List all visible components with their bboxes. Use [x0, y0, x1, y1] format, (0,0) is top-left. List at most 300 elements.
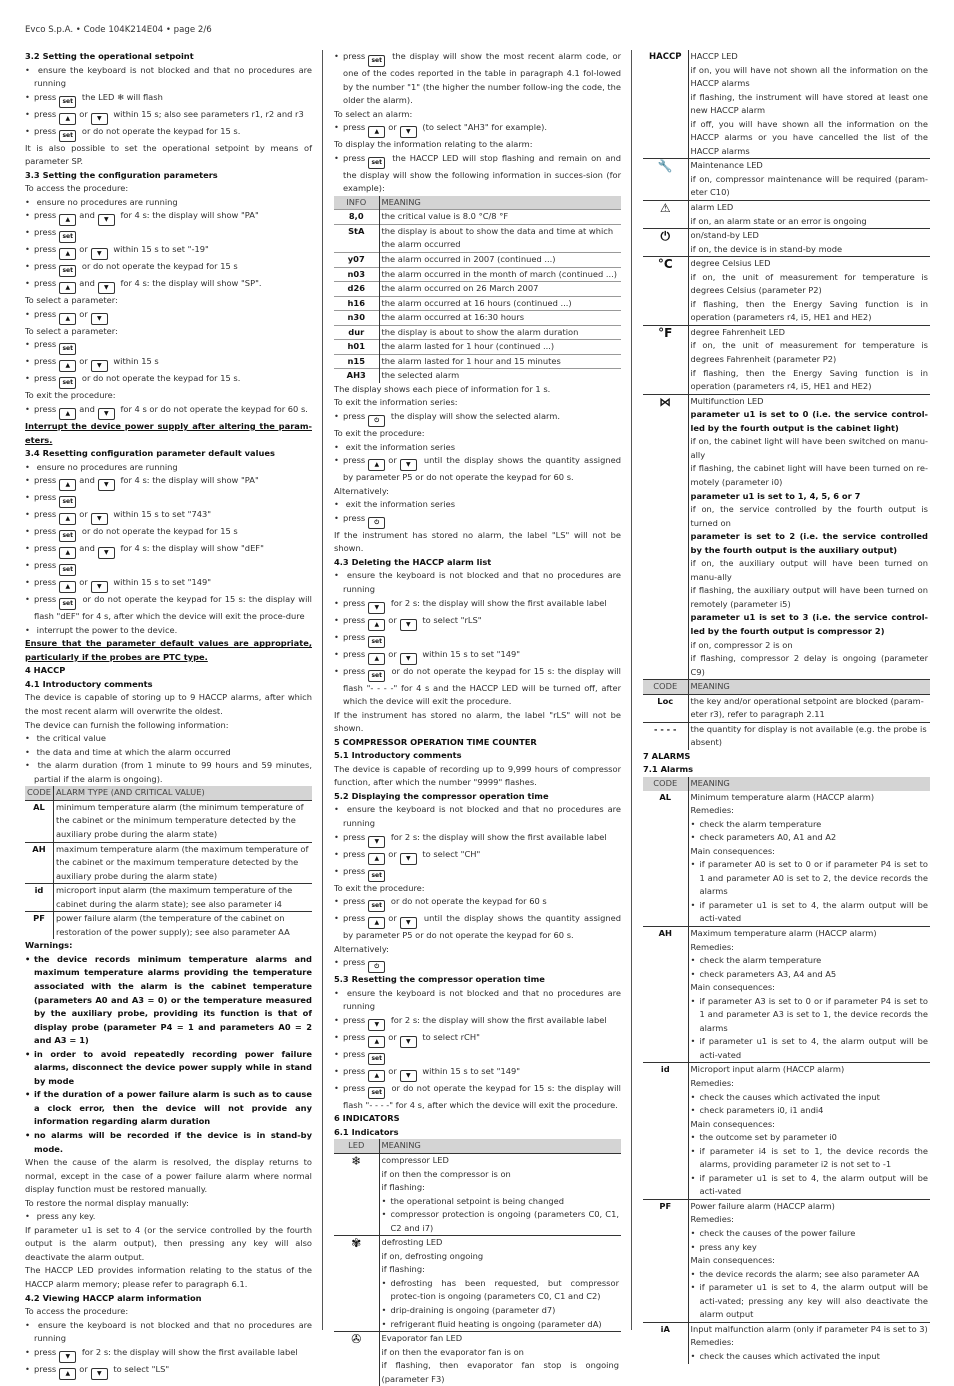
instruction-text: until the display shows the quantity assigned by parameter P5 or do not operate the keypad for 60 s.: [343, 455, 621, 483]
table-row: [334, 1153, 621, 1235]
set-key[interactable]: set: [368, 1053, 385, 1065]
press-label: press: [343, 957, 366, 968]
section-heading: 5.3 Resetting the compressor operation time: [334, 974, 545, 985]
code-cell: AH3: [334, 369, 379, 383]
icon-cell: [334, 1332, 379, 1386]
code-cell: Loc: [643, 694, 688, 722]
down-key[interactable]: ▼: [91, 513, 108, 525]
section-heading: 3.3 Setting the configuration parameters: [25, 169, 218, 180]
instruction-text: press any key.: [34, 1211, 96, 1222]
table-header-row: [334, 196, 621, 210]
stby-key[interactable]: ⏻: [368, 517, 385, 529]
press-label: press: [34, 108, 57, 119]
down-key[interactable]: ▼: [98, 547, 115, 559]
bullet-item: • the outcome set by parameter i0: [691, 1131, 929, 1145]
paragraph: if flashing, the auxiliary output will have been turned on remotely (parameter i5): [690, 585, 928, 609]
up-key[interactable]: ▲: [368, 619, 385, 631]
table-row: [334, 340, 621, 355]
instruction-text: ensure no procedures are running: [34, 196, 178, 207]
meaning-cell: [688, 1199, 930, 1322]
paragraph: if flashing, the cabinet light will have been turned on re-motely (parameter i0): [690, 463, 928, 487]
down-key[interactable]: ▼: [400, 1036, 417, 1048]
paragraph: If parameter u1 is set to 4 (or the service controlled by the fourth output is the alarm output), then pressing any key will also deactivate the alarm output.: [25, 1224, 312, 1262]
paragraph: if flashing, then the Energy Saving function is in operation (parameters r4, i5, HE1 and HE2): [690, 298, 928, 323]
instruction-text: within 15 s; also see parameters r1, r2 and r3: [110, 108, 304, 119]
standby-icon: ⏻: [660, 229, 670, 244]
up-key[interactable]: ▲: [59, 581, 76, 593]
set-key[interactable]: set: [59, 265, 76, 277]
down-key[interactable]: ▼: [368, 1019, 385, 1031]
table-row: [25, 884, 312, 912]
table-row: [643, 159, 930, 201]
up-key[interactable]: ▲: [368, 1070, 385, 1082]
press-label: press: [343, 512, 366, 523]
bullet-item: • if parameter i4 is set to 1, the device records the alarms, providing parameter i2 is not set to -1: [691, 1145, 929, 1172]
warning-item: • if the duration of a power failure alarm is such as to cause a clock error, then the device will not provide any information regarding alarm duration: [25, 1088, 312, 1129]
connector-text: or: [388, 913, 397, 924]
table-row: [334, 354, 621, 369]
paragraph: if on, compressor maintenance will be required (param-eter C10): [690, 173, 928, 198]
press-label: press: [34, 244, 57, 255]
table-row: [643, 1199, 930, 1322]
press-label: press: [343, 665, 366, 676]
bullet-item: [25, 91, 312, 108]
set-key[interactable]: set: [59, 377, 76, 389]
set-key[interactable]: set: [368, 55, 385, 67]
bullet-item: [25, 732, 312, 746]
set-key[interactable]: set: [59, 130, 76, 142]
section-heading: 3.4 Resetting configuration parameter default values: [25, 448, 275, 459]
stby-key[interactable]: ⏻: [368, 961, 385, 973]
bullet-item: [334, 1014, 621, 1031]
table-row: [643, 325, 930, 394]
instruction-text: for 2 s: the display will show the first available label: [388, 597, 607, 608]
set-key[interactable]: set: [368, 1087, 385, 1099]
paragraph: if on, the service controlled by the fourth output is turned on: [690, 504, 928, 528]
meaning-cell: [688, 229, 930, 257]
down-key[interactable]: ▼: [400, 459, 417, 471]
press-label: press: [34, 261, 57, 272]
meaning-cell: maximum temperature alarm (the maximum temperature of the cabinet or the maximum temperature detected by the auxiliary probe during the alarm state): [53, 842, 312, 884]
set-key[interactable]: set: [59, 231, 76, 243]
down-key[interactable]: ▼: [400, 1070, 417, 1082]
bullet-item: [25, 243, 312, 260]
bullet-item: [25, 746, 312, 760]
icon-cell: [643, 325, 688, 394]
meaning-cell: the alarm lasted for 1 hour and 15 minutes: [379, 354, 621, 369]
paragraph: To select an alarm:: [334, 108, 413, 119]
press-label: press: [34, 594, 57, 605]
down-key[interactable]: ▼: [91, 313, 108, 325]
bullet-item: [334, 498, 621, 512]
paragraph: if on, the cabinet light will have been switched on manu-ally: [690, 436, 928, 460]
meaning-cell: minimum temperature alarm (the minimum temperature of the cabinet or the minimum temperature detected by the auxiliary probe during the alarm state): [53, 800, 312, 842]
set-key[interactable]: set: [368, 900, 385, 912]
table-row: [25, 912, 312, 940]
paragraph: if on, defrosting ongoing: [381, 1250, 484, 1261]
paragraph: To select a parameter:: [25, 295, 118, 306]
up-key[interactable]: ▲: [59, 248, 76, 260]
press-label: press: [343, 896, 366, 907]
instruction-text: exit the information series: [343, 499, 456, 510]
paragraph: parameter u1 is set to 1, 4, 5, 6 or 7: [690, 490, 861, 501]
down-key[interactable]: ▼: [98, 282, 115, 294]
icon-cell: [643, 229, 688, 257]
paragraph: if on, you will have not shown all the information on the HACCP alarms: [690, 64, 928, 89]
paragraph: if off, you will have shown all the information on the HACCP alarms or you have cancelled the list of the HACCP alarms: [690, 118, 928, 156]
up-key[interactable]: ▲: [368, 459, 385, 471]
haccp-label: HACCP: [649, 52, 682, 62]
section-heading: 4.2 Viewing HACCP alarm information: [25, 1292, 202, 1303]
bullet-item: [25, 372, 312, 389]
down-key[interactable]: ▼: [91, 248, 108, 260]
table-row: [334, 210, 621, 225]
paragraph: HACCP LED: [690, 51, 738, 61]
down-key[interactable]: ▼: [91, 1368, 108, 1380]
press-label: press: [343, 455, 366, 466]
code-cell: AL: [25, 800, 53, 842]
press-label: press: [34, 356, 57, 367]
connector-text: and: [79, 404, 95, 415]
paragraph: To access the procedure:: [25, 183, 129, 194]
down-key[interactable]: ▼: [368, 836, 385, 848]
table-row: [334, 325, 621, 340]
up-key[interactable]: ▲: [59, 1368, 76, 1380]
compressor-icon: ❄: [351, 1153, 362, 1168]
meaning-cell: the alarm lasted for 1 hour (continued ...): [379, 340, 621, 355]
up-key[interactable]: ▲: [368, 126, 385, 138]
press-label: press: [34, 543, 57, 554]
code-cell: id: [643, 1063, 688, 1199]
section-heading: 5 COMPRESSOR OPERATION TIME COUNTER: [334, 736, 537, 747]
paragraph: if on, the unit of measurement for temperature is degrees Fahrenheit (parameter P2): [690, 340, 928, 365]
bullet-item: • check the alarm temperature: [691, 818, 929, 832]
bullet-item: [25, 525, 312, 542]
up-key[interactable]: ▲: [59, 513, 76, 525]
set-key[interactable]: set: [368, 157, 385, 169]
paragraph: Alternatively:: [334, 943, 389, 954]
instruction-text: for 4 s: the display will show "dEF": [117, 543, 264, 554]
instruction-text: to select "LS": [110, 1363, 170, 1374]
bullet-item: [25, 576, 312, 593]
paragraph: When the cause of the alarm is resolved, the display returns to normal, except in the case of a power failure alarm where normal display function must be restored manually.: [25, 1157, 312, 1195]
code-cell: - - - -: [643, 722, 688, 750]
set-key[interactable]: set: [59, 343, 76, 355]
instruction-text: or do not operate the keypad for 15 s: [79, 261, 238, 272]
connector-text: and: [79, 210, 95, 221]
table-header-row: [643, 680, 930, 695]
meaning-cell: [379, 1153, 621, 1235]
meaning-cell: the critical value is 8.0 °C/8 °F: [379, 210, 621, 225]
table-header-row: [25, 786, 312, 800]
instruction-text: or do not operate the keypad for 15 s.: [79, 373, 241, 384]
bullet-item: [334, 410, 621, 427]
bullet-item: [334, 1065, 621, 1082]
set-key[interactable]: set: [59, 530, 76, 542]
paragraph: The HACCP LED provides information relating to the status of the HACCP alarm memory; please refer to paragraph 6.1.: [25, 1265, 312, 1289]
up-key[interactable]: ▲: [59, 313, 76, 325]
press-label: press: [343, 411, 366, 422]
press-label: press: [34, 339, 57, 350]
bullet-item: [25, 491, 312, 508]
paragraph: parameter u1 is set to 0 (i.e. the service control-led by the fourth output is the cabinet light): [690, 409, 928, 433]
set-key[interactable]: set: [59, 564, 76, 576]
up-key[interactable]: ▲: [59, 113, 76, 125]
bullet-item: • check the causes which activated the input: [691, 1350, 929, 1364]
instruction-text: to select "rLS": [419, 614, 482, 625]
set-key[interactable]: set: [368, 870, 385, 882]
up-key[interactable]: ▲: [59, 479, 76, 491]
meaning-cell: power failure alarm (the temperature of the cabinet on restoration of the power supply); see also parameter AA: [53, 912, 312, 940]
up-key[interactable]: ▲: [368, 653, 385, 665]
paragraph: If the instrument has stored no alarm, the label "rLS" will not be shown.: [334, 709, 621, 734]
bullet-item: [25, 338, 312, 355]
bullet-item: [25, 108, 312, 125]
press-label: press: [34, 492, 57, 503]
icon-cell: [643, 394, 688, 679]
celsius-label: °C: [657, 257, 673, 272]
bullet-item: [334, 987, 621, 1014]
paragraph: Microport input alarm (HACCP alarm): [690, 1064, 845, 1075]
column-3: [643, 50, 930, 1364]
alarms-table: [643, 777, 930, 1364]
bullet-item: [25, 277, 312, 294]
paragraph: Minimum temperature alarm (HACCP alarm): [690, 791, 875, 802]
section-heading: 4.1 Introductory comments: [25, 678, 153, 689]
bullet-item: [25, 260, 312, 277]
paragraph: Main consequences:: [690, 1118, 775, 1129]
bullet-item: [334, 803, 621, 830]
set-key[interactable]: set: [368, 670, 385, 682]
section-heading: 3.2 Setting the operational setpoint: [25, 51, 194, 61]
paragraph: degree Celsius LED: [690, 258, 771, 269]
bullet-item: [334, 512, 621, 529]
bullet-item: [25, 559, 312, 576]
up-key[interactable]: ▲: [368, 917, 385, 929]
table-row: [25, 800, 312, 842]
instruction-text: exit the information series: [343, 441, 456, 452]
table-row: [643, 694, 930, 722]
instruction-text: ensure no procedures are running: [34, 461, 178, 472]
table-row: [643, 791, 930, 927]
down-key[interactable]: ▼: [91, 360, 108, 372]
press-label: press: [343, 848, 366, 859]
down-key[interactable]: ▼: [98, 214, 115, 226]
meaning-cell: [688, 927, 930, 1063]
meaning-cell: [688, 257, 930, 326]
instruction-text: for 4 s: the display will show "PA": [117, 210, 259, 221]
table-row: [25, 842, 312, 884]
code-cell: dur: [334, 325, 379, 340]
bullet-item: • check parameters A0, A1 and A2: [691, 831, 929, 845]
connector-text: or: [79, 244, 88, 255]
down-key[interactable]: ▼: [91, 113, 108, 125]
press-label: press: [343, 1082, 366, 1093]
press-label: press: [343, 631, 366, 642]
up-key[interactable]: ▲: [59, 214, 76, 226]
icon-cell: [643, 159, 688, 201]
info-table: [334, 196, 621, 383]
display-codes-table: [643, 679, 930, 750]
set-key[interactable]: set: [59, 96, 76, 108]
code-cell: AL: [643, 791, 688, 927]
paragraph: To exit the procedure:: [334, 882, 425, 893]
paragraph: if on, the device is in stand-by mode: [690, 243, 843, 254]
down-key[interactable]: ▼: [59, 1351, 76, 1363]
instruction-text: to select "CH": [419, 848, 481, 859]
warning-item: • in order to avoid repeatedly recording power failure alarms, disconnect the device power supply while in stand by mode: [25, 1048, 312, 1089]
icon-cell: [643, 50, 688, 159]
bullet-item: [25, 1319, 312, 1346]
set-key[interactable]: set: [59, 598, 76, 610]
up-key[interactable]: ▲: [368, 1036, 385, 1048]
meaning-cell: microport input alarm (the maximum temperature of the cabinet during the alarm state); see also parameter i4: [53, 884, 312, 912]
meaning-cell: [688, 201, 930, 229]
bullet-item: [334, 1082, 621, 1113]
bullet-item: [334, 1048, 621, 1065]
up-key[interactable]: ▲: [59, 360, 76, 372]
press-label: press: [343, 1014, 366, 1025]
meaning-cell: the display is about to show the alarm duration: [379, 325, 621, 340]
instruction-text: within 15 s to set "149": [419, 648, 521, 659]
paragraph: if flashing, the instrument will have stored at least one new HACCP alarm: [690, 91, 928, 116]
up-key[interactable]: ▲: [59, 547, 76, 559]
table-header-cell: CODE: [643, 777, 688, 791]
down-key[interactable]: ▼: [400, 126, 417, 138]
down-key[interactable]: ▼: [368, 602, 385, 614]
instruction-text: within 15 s to set "743": [110, 509, 212, 520]
instruction-text: for 2 s: the display will show the first available label: [79, 1346, 298, 1357]
press-label: press: [34, 577, 57, 588]
paragraph: if on, an alarm state or an error is ongoing: [690, 215, 867, 226]
paragraph: Main consequences:: [690, 845, 775, 856]
down-key[interactable]: ▼: [400, 853, 417, 865]
press-label: press: [34, 404, 57, 415]
paragraph: Remedies:: [690, 1078, 734, 1089]
instruction-text: or do not operate the keypad for 15 s: [79, 526, 238, 537]
multifunction-icon: ⋈: [659, 394, 672, 409]
down-key[interactable]: ▼: [400, 619, 417, 631]
down-key[interactable]: ▼: [400, 653, 417, 665]
paragraph: if flashing:: [381, 1264, 425, 1275]
bullet-item: [334, 454, 621, 485]
warning-item: • the device records minimum temperature alarms and maximum temperature alarms providing the temperature associated with the alarm is the cabinet temperature (parameters A0 and A3 = 0) or the temperature measured by the auxiliary probe, providing its function is that of display probe (parameter P4 = 1 and parameters A0 = 2 and A3 = 1): [25, 953, 312, 1048]
paragraph: if on then the compressor is on: [381, 1168, 511, 1179]
down-key[interactable]: ▼: [98, 479, 115, 491]
bullet-item: [25, 196, 312, 210]
meaning-cell: the quantity for display is not available (e.g. the probe is absent): [688, 722, 930, 750]
paragraph: parameter is set to 2 (i.e. the service controlled by the fourth output is the auxiliary output): [690, 531, 928, 555]
paragraph: Remedies:: [690, 805, 734, 816]
bullet-item: • refrigerant fluid heating is ongoing (parameter dA): [382, 1318, 620, 1332]
code-cell: iA: [643, 1322, 688, 1363]
connector-text: or: [79, 577, 88, 588]
warning-note: Ensure that the parameter default values are appropriate, particularly if the probes are PTC type.: [25, 638, 312, 662]
press-label: press: [34, 91, 57, 102]
code-cell: StA: [334, 224, 379, 252]
meaning-cell: [688, 1322, 930, 1363]
bullet-item: • check parameters A3, A4 and A5: [691, 968, 929, 982]
code-cell: y07: [334, 253, 379, 268]
bullet-item: [25, 355, 312, 372]
paragraph: Remedies:: [690, 1337, 734, 1348]
paragraph: The device can furnish the following information:: [25, 719, 229, 730]
table-row: [643, 201, 930, 229]
bullet-item: [334, 848, 621, 865]
meaning-cell: [688, 1063, 930, 1199]
set-key[interactable]: set: [59, 496, 76, 508]
paragraph: The device is capable of storing up to 9 HACCP alarms, after which the most recent alarm will overwrite the oldest.: [25, 692, 312, 717]
table-header-cell: MEANING: [688, 777, 930, 791]
paragraph: Input malfunction alarm (only if parameter P4 is set to 3): [690, 1323, 928, 1334]
warning-note: Interrupt the device power supply after altering the param-eters.: [25, 421, 312, 445]
instruction-text: ensure the keyboard is not blocked and that no procedures are running: [343, 804, 621, 828]
bullet-item: [25, 209, 312, 226]
bullet-item: [334, 597, 621, 614]
bullet-item: [25, 624, 312, 638]
instruction-text: or do not operate the keypad for 15 s: the display will flash "- - - -" for 4 s, after which the device will exit the procedure.: [343, 1082, 621, 1110]
press-label: press: [34, 1346, 57, 1357]
down-key[interactable]: ▼: [400, 917, 417, 929]
section-heading: Warnings:: [25, 940, 73, 951]
press-label: press: [34, 475, 57, 486]
instruction-text: (to select "AH3" for example).: [419, 122, 547, 133]
paragraph: It is also possible to set the operational setpoint by means of parameter SP.: [25, 142, 312, 167]
paragraph: To exit the procedure:: [25, 390, 116, 401]
stby-key[interactable]: ⏻: [368, 415, 385, 427]
down-key[interactable]: ▼: [91, 581, 108, 593]
press-label: press: [34, 509, 57, 520]
meaning-cell: the selected alarm: [379, 369, 621, 383]
alarm-type-table: [25, 786, 312, 939]
paragraph: The device is capable of recording up to 9,999 hours of compressor function, after which the number "9999" flashes.: [334, 763, 621, 788]
meaning-cell: the alarm occurred on 26 March 2007: [379, 282, 621, 297]
up-key[interactable]: ▲: [59, 408, 76, 420]
paragraph: if flashing, then evaporator fan stop is ongoing (parameter F3): [381, 1360, 619, 1384]
meaning-cell: the alarm occurred in 2007 (continued ...): [379, 253, 621, 268]
press-label: press: [34, 1363, 57, 1374]
column-1: [25, 50, 312, 1380]
up-key[interactable]: ▲: [59, 282, 76, 294]
code-cell: h16: [334, 296, 379, 311]
instruction-text: within 15 s to set "149": [110, 577, 212, 588]
bullet-item: • if parameter A3 is set to 0 or if parameter P4 is set to 1 and parameter A3 is set to 1, the device records the alarms: [691, 995, 929, 1036]
meaning-cell: [688, 791, 930, 927]
instruction-text: ensure the keyboard is not blocked and that no procedures are running: [343, 987, 621, 1012]
table-row: [334, 1332, 621, 1386]
paragraph: To select a parameter:: [25, 325, 118, 336]
connector-text: or: [388, 122, 397, 133]
bullet-item: • defrosting has been requested, but compressor protec-tion is ongoing (parameters C0, C1 and C2): [382, 1277, 620, 1304]
table-header-cell: ALARM TYPE (AND CRITICAL VALUE): [53, 786, 312, 800]
set-key[interactable]: set: [368, 636, 385, 648]
instruction-text: the critical value: [34, 733, 106, 744]
bullet-item: [25, 125, 312, 142]
bullet-item: [25, 593, 312, 624]
paragraph: if on, the unit of measurement for temperature is degrees Celsius (parameter P2): [690, 271, 928, 296]
down-key[interactable]: ▼: [98, 408, 115, 420]
bullet-item: [25, 542, 312, 559]
instruction-text: the data and time at which the alarm occurred: [34, 746, 231, 757]
bullet-item: • check the causes of the power failure: [691, 1227, 929, 1241]
up-key[interactable]: ▲: [368, 853, 385, 865]
connector-text: or: [388, 1031, 397, 1042]
press-label: press: [34, 210, 57, 221]
press-label: press: [343, 152, 366, 163]
meaning-cell: the key and/or operational setpoint are blocked (param-eter r3), refer to paragraph 2.11: [688, 694, 930, 722]
code-cell: PF: [643, 1199, 688, 1322]
connector-text: and: [79, 278, 95, 289]
